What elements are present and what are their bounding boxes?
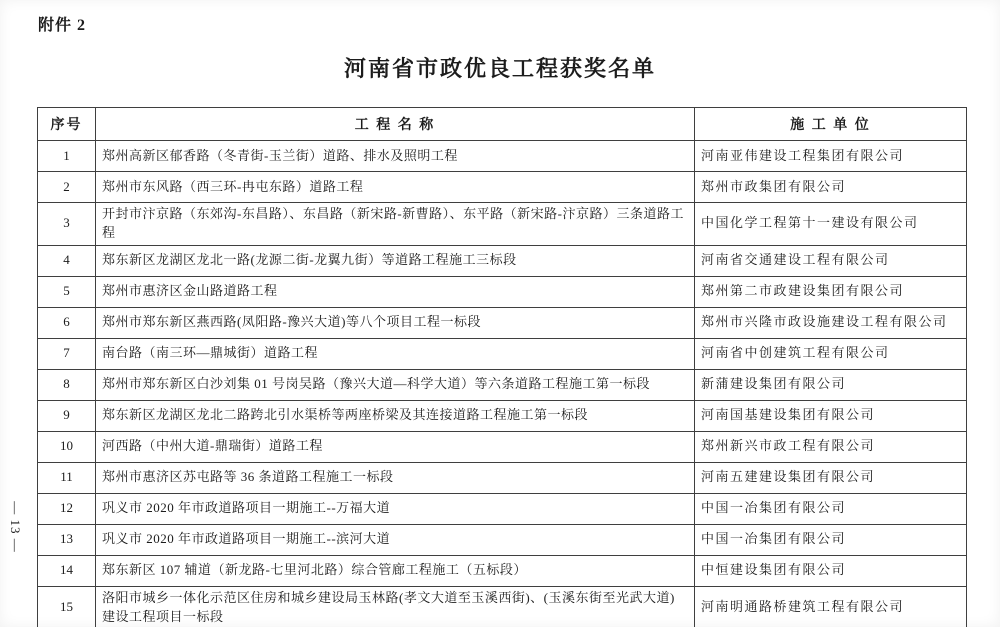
page-number: — 13 — [8,501,23,553]
row-serial-number: 2 [38,172,96,203]
row-project-name: 郑东新区龙湖区龙北二路跨北引水渠桥等两座桥梁及其连接道路工程施工第一标段 [96,400,695,431]
row-serial-number: 3 [38,203,96,246]
row-serial-number: 15 [38,586,96,627]
row-project-name: 洛阳市城乡一体化示范区住房和城乡建设局玉林路(孝文大道至玉溪西街)、(玉溪东街至光武大道)建设工程项目一标段 [96,586,695,627]
row-project-name: 郑州市东风路（西三环-冉屯东路）道路工程 [96,172,695,203]
row-project-name: 南台路（南三环—鼎城街）道路工程 [96,338,695,369]
table-row [38,431,967,462]
row-construction-unit: 中国化学工程第十一建设有限公司 [695,203,967,246]
row-project-name: 郑州市惠济区金山路道路工程 [96,276,695,307]
row-project-name: 河西路（中州大道-鼎瑞街）道路工程 [96,431,695,462]
row-construction-unit: 中国一冶集团有限公司 [695,524,967,555]
table-row [38,276,967,307]
row-project-name: 郑东新区 107 辅道（新龙路-七里河北路）综合管廊工程施工（五标段） [96,555,695,586]
row-construction-unit: 中恒建设集团有限公司 [695,555,967,586]
row-project-name: 郑州市郑东新区燕西路(凤阳路-豫兴大道)等八个项目工程一标段 [96,307,695,338]
page-title: 河南省市政优良工程获奖名单 [343,56,656,81]
row-serial-number: 8 [38,369,96,400]
table-row [38,462,967,493]
row-construction-unit: 河南国基建设集团有限公司 [695,400,967,431]
row-project-name: 郑州市郑东新区白沙刘集 01 号岗吴路（豫兴大道—科学大道）等六条道路工程施工第一标段 [96,369,695,400]
table-row [38,555,967,586]
row-serial-number: 1 [38,141,96,172]
table-row [38,493,967,524]
header-serial-number: 序号 [38,108,96,141]
row-construction-unit: 郑州市兴隆市政设施建设工程有限公司 [695,307,967,338]
table-row [38,307,967,338]
attachment-label: 附件 2 [38,17,87,34]
row-project-name: 巩义市 2020 年市政道路项目一期施工--万福大道 [96,493,695,524]
table-row [38,245,967,276]
row-serial-number: 6 [38,307,96,338]
table-row [38,524,967,555]
row-construction-unit: 新蒲建设集团有限公司 [695,369,967,400]
table-row [38,586,967,627]
table-row [38,203,967,246]
award-table [37,107,967,627]
table-row [38,400,967,431]
row-construction-unit: 中国一冶集团有限公司 [695,493,967,524]
table-row [38,141,967,172]
row-project-name: 郑州高新区郁香路（冬青街-玉兰街）道路、排水及照明工程 [96,141,695,172]
row-construction-unit: 河南明通路桥建筑工程有限公司 [695,586,967,627]
row-construction-unit: 郑州第二市政建设集团有限公司 [695,276,967,307]
table-row [38,338,967,369]
row-construction-unit: 河南省中创建筑工程有限公司 [695,338,967,369]
header-project-name: 工 程 名 称 [96,108,695,141]
row-serial-number: 14 [38,555,96,586]
row-serial-number: 9 [38,400,96,431]
row-construction-unit: 河南亚伟建设工程集团有限公司 [695,141,967,172]
row-serial-number: 12 [38,493,96,524]
row-construction-unit: 河南五建建设集团有限公司 [695,462,967,493]
row-serial-number: 7 [38,338,96,369]
row-project-name: 郑东新区龙湖区龙北一路(龙源二街-龙翼九街）等道路工程施工三标段 [96,245,695,276]
row-serial-number: 4 [38,245,96,276]
table-row [38,369,967,400]
table-row [38,172,967,203]
row-project-name: 开封市汴京路（东郊沟-东昌路）、东昌路（新宋路-新曹路）、东平路（新宋路-汴京路）三条道路工程 [96,203,695,246]
row-serial-number: 11 [38,462,96,493]
row-construction-unit: 郑州新兴市政工程有限公司 [695,431,967,462]
row-construction-unit: 河南省交通建设工程有限公司 [695,245,967,276]
row-serial-number: 10 [38,431,96,462]
row-serial-number: 5 [38,276,96,307]
row-construction-unit: 郑州市政集团有限公司 [695,172,967,203]
row-serial-number: 13 [38,524,96,555]
header-construction-unit: 施 工 单 位 [695,108,967,141]
row-project-name: 巩义市 2020 年市政道路项目一期施工--滨河大道 [96,524,695,555]
table-header-row [38,108,967,141]
row-project-name: 郑州市惠济区苏屯路等 36 条道路工程施工一标段 [96,462,695,493]
